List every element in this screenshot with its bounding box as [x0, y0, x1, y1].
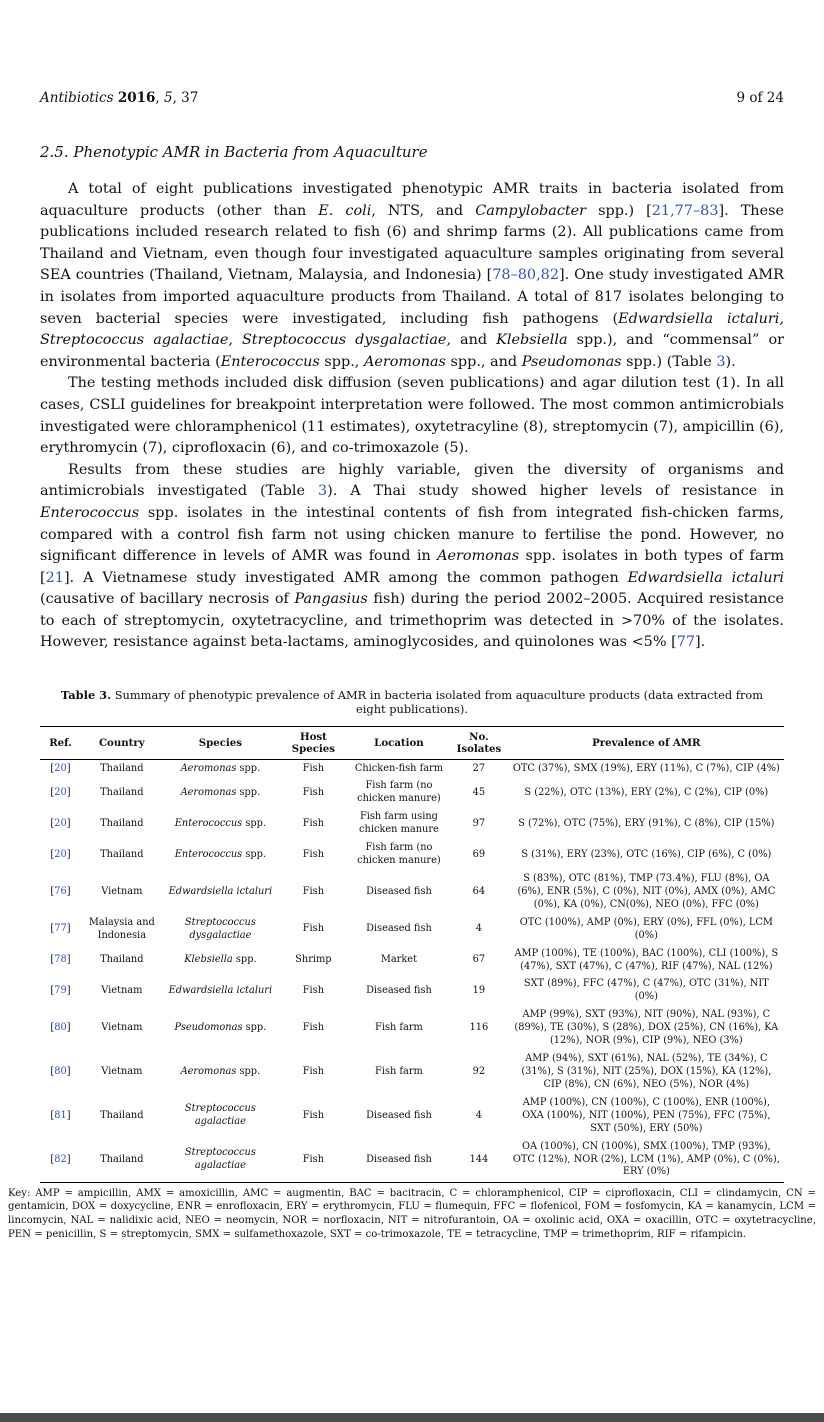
- species-name: Pseudomonas: [174, 1022, 243, 1034]
- body-paragraph-1: [40, 179, 784, 373]
- species-cell: [163, 1138, 278, 1182]
- country-cell: Vietnam: [101, 984, 143, 996]
- table-row: [40, 840, 784, 871]
- text-segment: Enterococcus: [40, 504, 140, 521]
- location-cell: Chicken-fish farm: [354, 762, 444, 774]
- ref-link[interactable]: 20: [54, 817, 67, 829]
- text-segment: spp.) [: [586, 202, 652, 219]
- text-segment: Results from these studies are highly variable, given the diversity of organisms and antimicrobials investigated (Table: [40, 461, 784, 500]
- table-row: [40, 976, 784, 1007]
- table-caption: [50, 688, 774, 716]
- amr-table: [40, 726, 784, 1183]
- host-species-cell: Fish: [302, 1153, 325, 1165]
- table-body: [40, 760, 784, 1183]
- table-row: [40, 914, 784, 945]
- ref-cell: [77]: [50, 923, 71, 935]
- table-row: [40, 1051, 784, 1095]
- country-cell: Thailand: [100, 817, 144, 829]
- table-header-row: [40, 727, 784, 760]
- amr-prevalence-cell: S (83%), OTC (81%), TMP (73.4%), FLU (8%), OA (6%), ENR (5%), C (0%), NIT (0%), AMX (0%), AMC (0%), KA (0%), CN(0%), NEO (0%), FFC (0%): [517, 873, 776, 910]
- location-cell: Fish farm: [375, 1066, 423, 1077]
- ref-link[interactable]: 20: [54, 762, 67, 774]
- location-cell: Fish farm using chicken manure: [359, 811, 439, 836]
- amr-prevalence-cell: OTC (100%), AMP (0%), ERY (0%), FFL (0%), LCM (0%): [519, 916, 773, 941]
- text-segment: spp. isolates in the intestinal contents of fish from integrated fish-chicken farms, compared with a control fish farm not using chicken manure to fertilise the pond. However, no significant difference in levels of AMR was found in: [40, 504, 784, 565]
- amr-prevalence-cell: AMP (100%), TE (100%), BAC (100%), CLI (100%), S (47%), SXT (47%), C (47%), RIF (47%), NAL (12%): [514, 947, 779, 972]
- location-cell: Fish farm (no chicken manure): [357, 842, 441, 867]
- country-cell: Malaysia and Indonesia: [88, 916, 155, 941]
- isolates-cell: 92: [472, 1066, 486, 1077]
- species-name: Streptococcus dysgalactiae: [184, 916, 256, 941]
- isolates-cell: 4: [475, 1109, 483, 1121]
- isolates-cell: 144: [469, 1153, 489, 1165]
- species-cell: Aeromonas spp.: [180, 786, 261, 798]
- citation-link[interactable]: 3: [317, 483, 328, 500]
- text-segment: spp.), and “commensal” or environmental bacteria (: [40, 332, 784, 370]
- species-cell: [163, 914, 278, 945]
- column-header: Prevalence of AMR: [592, 737, 701, 750]
- text-segment: ].: [695, 634, 706, 651]
- ref-link[interactable]: 81: [54, 1109, 67, 1121]
- location-cell: Diseased fish: [366, 984, 432, 996]
- location-cell: Fish farm (no chicken manure): [357, 780, 441, 805]
- text-segment: , NTS, and: [371, 202, 476, 219]
- host-species-cell: Fish: [302, 885, 325, 897]
- species-cell: [163, 1094, 278, 1138]
- isolates-cell: 4: [475, 923, 483, 935]
- table-row: [40, 1007, 784, 1051]
- table-row: [40, 1094, 784, 1138]
- country-cell: Thailand: [100, 954, 144, 966]
- ref-link[interactable]: 80: [54, 1022, 67, 1034]
- text-segment: ]. A Vietnamese study investigated AMR among the common pathogen: [63, 569, 628, 586]
- amr-prevalence-cell: AMP (99%), SXT (93%), NIT (90%), NAL (93%), C (89%), TE (30%), S (28%), DOX (25%), CN (16%), KA (12%), NOR (9%), CIP (9%), NEO (3%): [514, 1009, 779, 1047]
- page-content: [8, 143, 816, 1241]
- location-cell: Diseased fish: [366, 923, 432, 935]
- amr-prevalence-cell: SXT (89%), FFC (47%), C (47%), OTC (31%), NIT (0%): [523, 978, 769, 1003]
- country-cell: Thailand: [100, 1109, 144, 1121]
- isolates-cell: 27: [472, 762, 486, 774]
- ref-link[interactable]: 76: [54, 885, 67, 897]
- amr-prevalence-cell: AMP (94%), SXT (61%), NAL (52%), TE (34%), C (31%), S (31%), NIT (25%), DOX (15%), KA (12%), CIP (8%), CN (6%), NEO (5%), NOR (4%): [521, 1053, 772, 1090]
- location-cell: Diseased fish: [366, 1109, 432, 1121]
- text-segment: spp.,: [319, 353, 364, 370]
- isolates-cell: 97: [472, 817, 486, 829]
- location-cell: Market: [380, 954, 418, 966]
- host-species-cell: Fish: [302, 984, 325, 996]
- text-segment: Summary of phenotypic prevalence of AMR in bacteria isolated from aquaculture products (data extracted from eight publications).: [111, 688, 764, 717]
- text-segment: 5: [163, 90, 173, 106]
- citation-link[interactable]: 21: [45, 569, 64, 586]
- text-segment: Aeromonas: [363, 353, 446, 370]
- isolates-cell: 19: [472, 984, 486, 996]
- country-cell: Vietnam: [101, 885, 143, 897]
- species-name: Streptococcus agalactiae: [184, 1103, 256, 1128]
- ref-cell: [80]: [50, 1066, 71, 1077]
- species-cell: Pseudomonas spp.: [174, 1022, 267, 1034]
- ref-cell: [81]: [50, 1109, 71, 1121]
- country-cell: Vietnam: [101, 1066, 143, 1077]
- text-segment: Antibiotics: [40, 90, 114, 106]
- ref-cell: [82]: [50, 1153, 71, 1165]
- species-name: Enterococcus: [174, 817, 243, 829]
- text-segment: ).: [725, 353, 736, 370]
- host-species-cell: Fish: [302, 923, 325, 935]
- ref-link[interactable]: 77: [54, 923, 67, 935]
- country-cell: Thailand: [100, 1153, 144, 1165]
- table-row: [40, 809, 784, 840]
- text-segment: ]. One study investigated AMR in isolates from imported aquaculture products from Thailand. A total of 817 isolates belonging to seven bacterial species were investigated, including fish pathogens (: [40, 267, 784, 327]
- text-segment: Table 3.: [60, 688, 112, 703]
- ref-cell: [20]: [50, 762, 71, 774]
- host-species-cell: Fish: [302, 1066, 325, 1077]
- text-segment: ]. These publications included research related to fish (6) and shrimp farms (2). All publications came from Thailand and Vietnam, even though four investigated aquaculture samples originating from several SEA countries (Thailand, Vietnam, Malaysia, and Indonesia) [: [40, 202, 784, 284]
- isolates-cell: 45: [472, 786, 486, 798]
- host-species-cell: Fish: [302, 1022, 325, 1034]
- table-row: [40, 945, 784, 976]
- text-segment: E. coli: [318, 202, 372, 219]
- ref-link[interactable]: 82: [54, 1153, 67, 1165]
- isolates-cell: 67: [472, 954, 486, 966]
- citation-link[interactable]: 21,77–83: [651, 202, 719, 219]
- table-row: [40, 871, 784, 915]
- ref-cell: [20]: [50, 848, 71, 860]
- text-segment: Edwardsiella ictaluri, Streptococcus agalactiae, Streptococcus dysgalactiae: [40, 310, 784, 349]
- host-species-cell: Shrimp: [295, 954, 332, 966]
- species-cell: Enterococcus spp.: [174, 817, 267, 829]
- country-cell: Vietnam: [101, 1022, 143, 1034]
- text-segment: Klebsiella: [496, 332, 568, 349]
- text-segment: Pseudomonas: [521, 353, 622, 370]
- column-header: Species: [198, 737, 243, 750]
- species-name: Klebsiella: [184, 954, 233, 966]
- amr-prevalence-cell: OTC (37%), SMX (19%), ERY (11%), C (7%), CIP (4%): [512, 762, 780, 774]
- column-header: No. Isolates: [456, 731, 502, 756]
- bottom-bar: [0, 1413, 824, 1422]
- table-row: [40, 778, 784, 809]
- amr-prevalence-cell: S (72%), OTC (75%), ERY (91%), C (8%), CIP (15%): [518, 817, 775, 829]
- species-name: Aeromonas: [180, 1066, 237, 1077]
- ref-link[interactable]: 79: [54, 984, 67, 996]
- host-species-cell: Fish: [302, 848, 325, 860]
- ref-cell: [79]: [50, 984, 71, 996]
- body-paragraph-3: [40, 460, 784, 654]
- amr-prevalence-cell: AMP (100%), CN (100%), C (100%), ENR (100%), OXA (100%), NIT (100%), PEN (75%), FFC (75%), SXT (50%), ERY (50%): [522, 1096, 771, 1134]
- location-cell: Fish farm: [375, 1022, 423, 1034]
- host-species-cell: Fish: [302, 786, 325, 798]
- text-segment: Edwardsiella ictaluri: [627, 569, 784, 586]
- column-header: Host Species: [291, 731, 336, 756]
- species-name: Enterococcus: [174, 848, 243, 860]
- citation-link[interactable]: 3: [716, 353, 726, 370]
- species-name: Edwardsiella ictaluri: [168, 885, 273, 897]
- text-segment: spp. isolates in both types of farm [: [40, 548, 784, 586]
- species-name: Aeromonas: [180, 786, 237, 798]
- text-segment: spp.) (Table: [621, 353, 717, 370]
- location-cell: Diseased fish: [366, 1153, 432, 1165]
- amr-prevalence-cell: OA (100%), CN (100%), SMX (100%), TMP (93%), OTC (12%), NOR (2%), LCM (1%), AMP (0%), C (0%), ERY (0%): [512, 1140, 780, 1178]
- text-segment: , 37: [172, 90, 199, 106]
- species-cell: Klebsiella spp.: [184, 954, 257, 966]
- isolates-cell: 64: [472, 885, 486, 897]
- species-name: Edwardsiella ictaluri: [168, 984, 273, 996]
- table-key: Key: AMP = ampicillin, AMX = amoxicillin, AMC = augmentin, BAC = bacitracin, C = chloramphenicol, CIP = ciprofloxacin, CLI = clindamycin, CN = gentamicin, DOX = doxycycline, ENR = enrofloxacin, ERY = erythromycin, FLU = flumequin, FFC = flofenicol, FOM = fosfomycin, KA = kanamycin, LCM = lincomycin, NAL = nalidixic acid, NEO = neomycin, NOR = norfloxacin, NIT = nitrofurantoin, OA = oxolinic acid, OXA = oxacillin, OTC = oxytetracycline, PEN = penicillin, S = streptomycin, SMX = sulfamethoxazole, SXT = co-trimoxazole, TE = tetracycline, TMP = trimethoprim, RIF = rifampicin.: [8, 1187, 816, 1240]
- species-name: Aeromonas: [180, 762, 237, 774]
- ref-cell: [76]: [50, 885, 71, 897]
- ref-link[interactable]: 78: [54, 954, 67, 966]
- section-heading: 2.5. Phenotypic AMR in Bacteria from Aquaculture: [40, 143, 428, 161]
- text-segment: (causative of bacillary necrosis of: [40, 591, 295, 608]
- text-segment: , and: [446, 332, 497, 349]
- amr-prevalence-cell: S (31%), ERY (23%), OTC (16%), CIP (6%), C (0%): [521, 848, 772, 860]
- text-segment: 2016: [117, 90, 156, 106]
- citation-link[interactable]: 78–80,82: [492, 267, 559, 284]
- species-cell: Enterococcus spp.: [174, 848, 267, 860]
- text-segment: Pangasius: [294, 591, 368, 608]
- species-name: Streptococcus agalactiae: [184, 1147, 256, 1171]
- ref-link[interactable]: 20: [54, 786, 67, 798]
- ref-cell: [80]: [50, 1022, 71, 1034]
- table-row: [40, 760, 784, 778]
- page-number: 9 of 24: [736, 90, 784, 106]
- ref-link[interactable]: 80: [54, 1066, 67, 1077]
- text-segment: Enterococcus: [220, 353, 320, 370]
- text-segment: fish) during the period 2002–2005. Acquired resistance to each of streptomycin, oxytetracycline, and trimethoprim was detected in >70% of the isolates. However, resistance against beta-lactams, aminoglycosides, and quinolones was <5% [: [40, 591, 784, 651]
- host-species-cell: Fish: [302, 762, 325, 774]
- ref-cell: [20]: [50, 786, 71, 798]
- ref-cell: [78]: [50, 954, 71, 966]
- country-cell: Thailand: [100, 762, 144, 774]
- column-header: Location: [374, 737, 424, 750]
- isolates-cell: 69: [472, 848, 486, 860]
- text-segment: A total of eight publications investigated phenotypic AMR traits in bacteria isolated from aquaculture products (other than: [40, 181, 784, 219]
- text-segment: Campylobacter: [475, 202, 587, 219]
- text-segment: ). A Thai study showed higher levels of resistance in: [327, 483, 784, 500]
- table-row: [40, 1138, 784, 1182]
- ref-link[interactable]: 20: [54, 848, 67, 860]
- ref-cell: [20]: [50, 817, 71, 829]
- isolates-cell: 116: [469, 1022, 489, 1034]
- species-cell: Aeromonas spp.: [180, 762, 261, 774]
- text-segment: ,: [155, 90, 164, 106]
- text-segment: Aeromonas: [437, 548, 520, 565]
- citation-link[interactable]: 77: [676, 634, 695, 651]
- host-species-cell: Fish: [302, 817, 325, 829]
- host-species-cell: Fish: [302, 1109, 325, 1121]
- country-cell: Thailand: [100, 786, 144, 798]
- text-segment: spp., and: [445, 353, 522, 370]
- species-cell: [163, 976, 278, 1007]
- country-cell: Thailand: [100, 848, 144, 860]
- species-cell: Aeromonas spp.: [180, 1066, 261, 1077]
- journal-citation: [40, 90, 198, 106]
- amr-prevalence-cell: S (22%), OTC (13%), ERY (2%), C (2%), CIP (0%): [524, 786, 769, 798]
- column-header: Country: [98, 737, 145, 750]
- column-header: Ref.: [49, 737, 72, 750]
- running-head: [40, 90, 784, 106]
- species-cell: [163, 871, 278, 915]
- body-paragraph-2: [40, 373, 784, 459]
- text-segment: The testing methods included disk diffusion (seven publications) and agar dilution test (1). In all cases, CSLI guidelines for breakpoint interpretation were followed. The most common antimicrobials investigated were chloramphenicol (11 estimates), oxytetracyline (8), streptomycin (7), ampicillin (6), erythromycin (7), ciprofloxacin (6), and co-trimoxazole (5).: [40, 375, 784, 457]
- location-cell: Diseased fish: [366, 885, 432, 897]
